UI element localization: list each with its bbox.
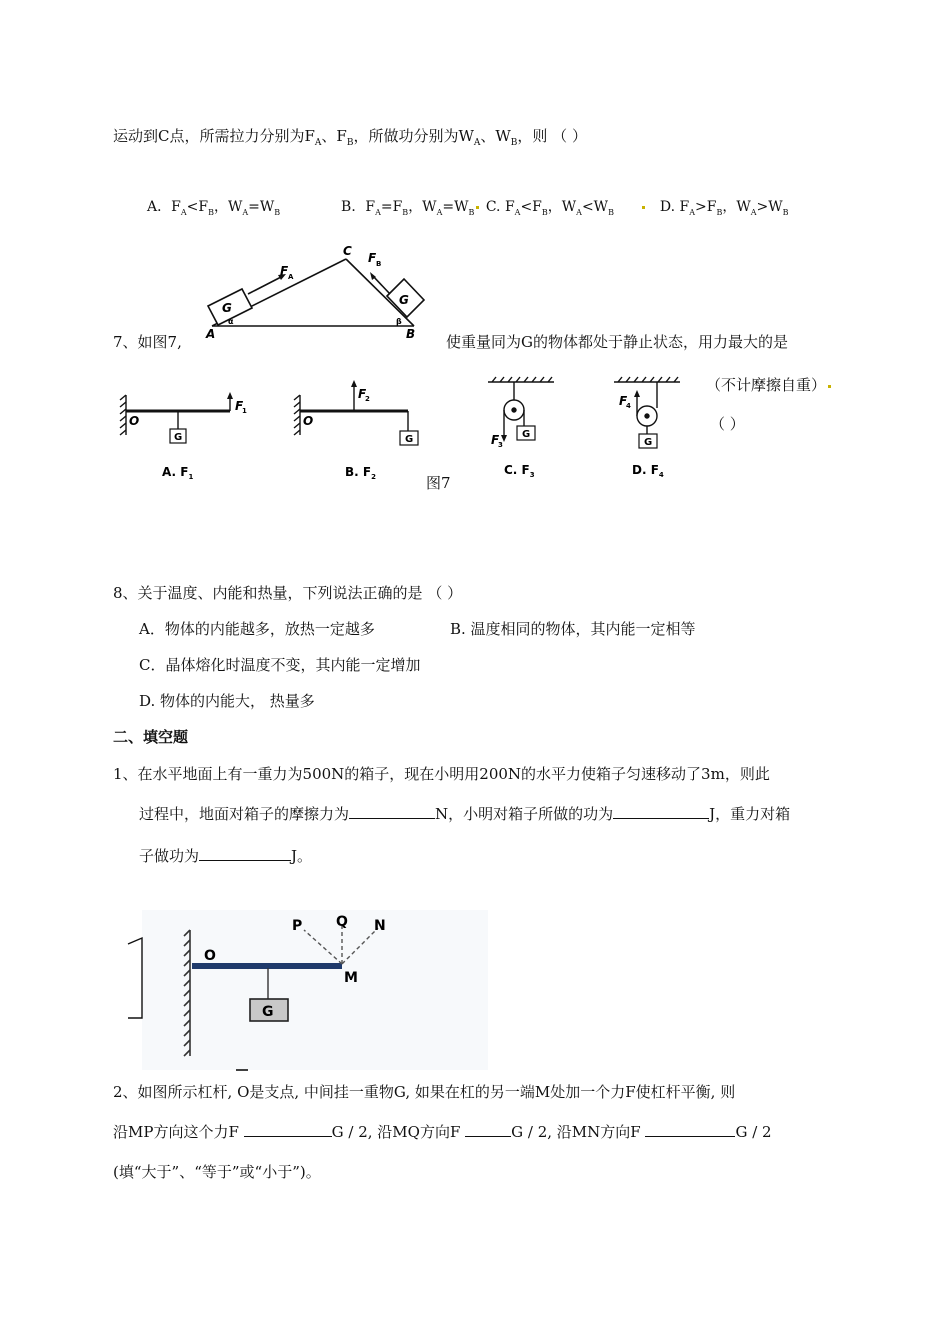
q8-option-c: C．晶体熔化时温度不变，其内能一定增加: [139, 656, 421, 674]
q6-option-c: C. $F_A<F_B$，$W_A<W_B$: [485, 199, 614, 217]
fill1-line3: 子做功为 J。: [139, 847, 313, 865]
fill1-blank-work[interactable]: [613, 804, 709, 819]
svg-text:G: G: [522, 429, 531, 440]
svg-text:G: G: [262, 1004, 274, 1020]
q7-prefix: 7、如图7,: [113, 333, 182, 351]
svg-text:F: F: [235, 399, 244, 413]
incline-a: A: [206, 327, 216, 341]
incline-beta: β: [396, 317, 402, 326]
section-title: 二、填空题: [113, 728, 189, 746]
incline-b: B: [406, 327, 416, 341]
incline-c: C: [343, 244, 352, 258]
svg-text:F: F: [619, 394, 628, 408]
svg-text:A: A: [288, 273, 294, 281]
q6-options: [147, 197, 789, 223]
fig7-d-label: D. $F_4$: [632, 463, 664, 479]
svg-text:4: 4: [626, 402, 631, 410]
q8-stem: 8、关于温度、内能和热量，下列说法正确的是 （ ）: [113, 584, 463, 602]
svg-text:O: O: [129, 414, 140, 428]
svg-text:1: 1: [242, 407, 247, 415]
incline-fa: F: [280, 264, 289, 278]
arrow-fa: [248, 276, 283, 294]
lever-q: Q: [336, 914, 348, 930]
q7-note: （不计摩擦自重）: [706, 375, 833, 395]
q7-stem: 使重量同为G的物体都处于静止状态，用力最大的是: [446, 333, 788, 351]
fill1-line1: 1、在水平地面上有一重力为500N的箱子，现在小明用200N的水平力使箱子匀速移动了3m，则此: [113, 765, 770, 783]
lever-p: P: [292, 918, 303, 934]
q8-option-a: A．物体的内能越多，放热一定越多: [139, 620, 375, 638]
q6-option-a: A．$F_A<F_B$，$W_A=W_B$: [147, 199, 281, 217]
fig7-a: [118, 390, 258, 485]
fig7-c-label: C. $F_3$: [504, 463, 535, 479]
svg-text:2: 2: [365, 395, 370, 403]
svg-text:G: G: [405, 434, 414, 445]
svg-text:G: G: [174, 432, 183, 443]
fig7-c: [484, 376, 574, 486]
q6-option-b: B．$F_A=F_B$，$W_A=W_B$: [341, 199, 475, 217]
q6-option-d: D. $F_A>F_B$，$W_A>W_B$: [659, 199, 789, 217]
svg-text:3: 3: [498, 441, 503, 449]
lever-n: N: [374, 918, 386, 934]
q7-paren: （ ）: [710, 415, 745, 433]
lever-diagram: [120, 906, 490, 1076]
fill2-blank-mn[interactable]: [645, 1122, 735, 1137]
svg-text:G: G: [644, 437, 653, 448]
incline-fb: F: [368, 251, 377, 265]
fill1-blank-gravity[interactable]: [199, 846, 291, 861]
lever-background: [142, 910, 488, 1070]
incline-alpha: α: [228, 317, 234, 326]
fig7-b-label: B. $F_2$: [345, 465, 376, 481]
incline-g-right: G: [399, 293, 409, 307]
svg-text:F: F: [491, 433, 500, 447]
svg-text:O: O: [303, 414, 314, 428]
q8-option-d: D. 物体的内能大， 热量多: [139, 692, 315, 710]
incline-diagram: [200, 242, 440, 342]
svg-text:B: B: [376, 260, 382, 268]
fill2-line1: 2、如图所示杠杆, O是支点, 中间挂一重物G, 如果在杠的另一端M处加一个力F使杠杆平衡, 则: [113, 1083, 736, 1101]
lever-o: O: [204, 948, 216, 964]
fill1-blank-friction[interactable]: [349, 804, 435, 819]
q6-stem: 运动到C点，所需拉力分别为$F_A$、$F_B$，所做功分别为$W_A$、$W_B$，则 （ ）: [113, 127, 587, 148]
incline-g-left: G: [222, 301, 232, 315]
fill2-line3: (填“大于”、“等于”或“小于”)。: [113, 1163, 321, 1181]
lever-bracket: [128, 938, 142, 1018]
fig7-d: [610, 376, 700, 486]
lever-m: M: [344, 970, 358, 986]
q8-option-b: B. 温度相同的物体，其内能一定相等: [450, 620, 696, 638]
svg-text:F: F: [358, 387, 367, 401]
fig7-a-label: A. $F_1$: [162, 465, 194, 481]
fill2-blank-mp[interactable]: [244, 1122, 332, 1137]
fill2-line2: 沿MP方向这个力F G / 2, 沿MQ方向F G / 2, 沿MN方向F G / 2: [113, 1123, 772, 1141]
fig7-caption: 图7: [426, 474, 451, 492]
fill1-line2: 过程中，地面对箱子的摩擦力为 N，小明对箱子所做的功为 J，重力对箱: [139, 805, 791, 823]
fill2-blank-mq[interactable]: [465, 1122, 511, 1137]
fig7-b: [292, 378, 432, 485]
